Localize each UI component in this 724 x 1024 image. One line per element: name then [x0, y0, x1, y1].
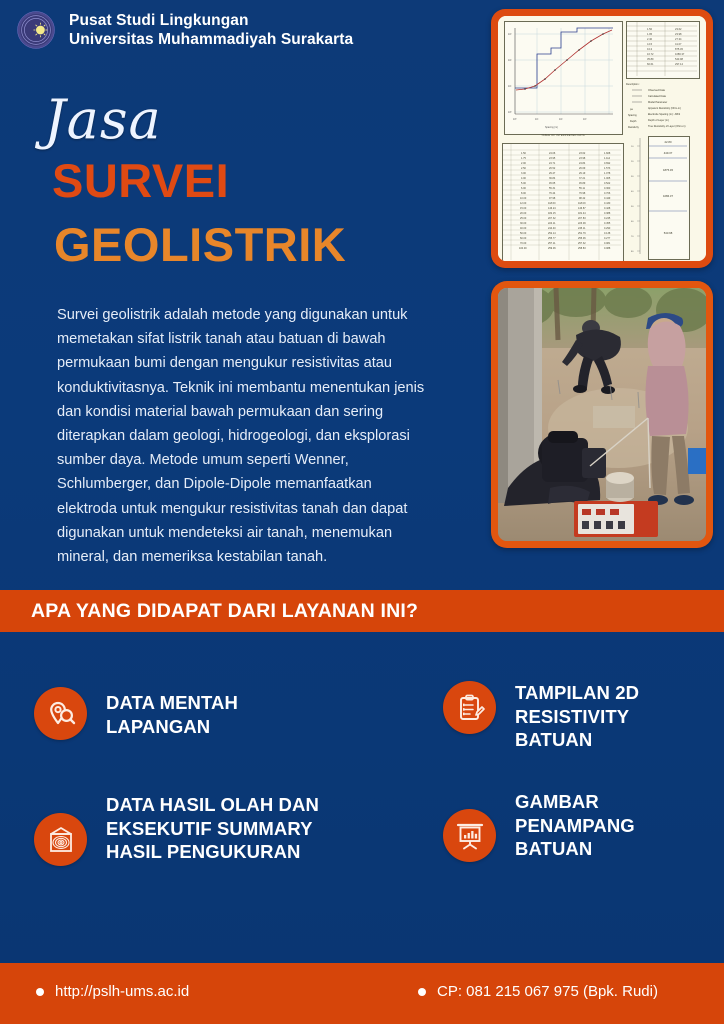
- svg-text:0.522: 0.522: [604, 182, 611, 185]
- chart-report-image: [498, 16, 706, 261]
- svg-text:10²: 10²: [508, 59, 512, 62]
- svg-text:Depth of Layer (m): Depth of Layer (m): [648, 119, 669, 122]
- svg-text:207.83: 207.83: [578, 217, 586, 220]
- poster-title-line2: GEOLISTRIK: [54, 218, 347, 271]
- org-name-line1: Pusat Studi Lingkungan: [69, 12, 249, 29]
- svg-text:24.84: 24.84: [579, 162, 586, 165]
- svg-text:0.088: 0.088: [604, 247, 611, 250]
- svg-text:5.00: 5.00: [521, 182, 526, 185]
- svg-text:40.00: 40.00: [520, 227, 527, 230]
- svg-text:224.11: 224.11: [548, 222, 556, 225]
- field-photo-card: [491, 281, 713, 548]
- svg-text:255.06: 255.06: [578, 237, 586, 240]
- svg-text:1.573: 1.573: [604, 167, 611, 170]
- svg-text:0.081: 0.081: [604, 242, 611, 245]
- svg-text:0.138: 0.138: [604, 232, 611, 235]
- svg-text:25.00: 25.00: [520, 217, 527, 220]
- svg-text:Spacing (m): Spacing (m): [545, 126, 558, 129]
- resistivity-log-column: [648, 136, 690, 260]
- section-banner: [0, 590, 724, 632]
- benefit-label-line2: PENAMPANG: [515, 814, 635, 836]
- svg-text:4.00: 4.00: [521, 177, 526, 180]
- svg-text:245.11: 245.11: [578, 227, 586, 230]
- svg-text:35.89: 35.89: [647, 58, 654, 61]
- benefit-label-line2: RESISTIVITY: [515, 705, 630, 727]
- svg-text:1875.45: 1875.45: [662, 168, 674, 172]
- svg-text:22.80: 22.80: [664, 140, 672, 144]
- svg-text:40: 40: [631, 191, 634, 193]
- svg-text:30.00: 30.00: [520, 222, 527, 225]
- svg-text:258.83: 258.83: [578, 247, 586, 250]
- benefit-item-processed-data: [34, 793, 414, 866]
- svg-text:10: 10: [631, 146, 634, 148]
- svg-text:6.00: 6.00: [521, 187, 526, 190]
- svg-text:0.706: 0.706: [604, 192, 611, 195]
- svg-text:252.14: 252.14: [548, 232, 556, 235]
- svg-text:118.60: 118.60: [548, 202, 556, 205]
- svg-text:12.00: 12.00: [520, 202, 527, 205]
- depth-axis: [631, 136, 643, 258]
- svg-text:98.42: 98.42: [579, 197, 586, 200]
- bullet-icon: [36, 988, 44, 996]
- svg-text:55.31: 55.31: [549, 187, 556, 190]
- org-name-line2: Universitas Muhammadiyah Surakarta: [69, 31, 354, 48]
- svg-text:257.11: 257.11: [548, 242, 556, 245]
- svg-text:449.37: 449.37: [663, 151, 673, 155]
- ums-logo-icon: [14, 8, 58, 52]
- svg-text:37.21: 37.21: [579, 177, 586, 180]
- svg-text:1.114: 1.114: [604, 157, 611, 160]
- svg-text:1.95: 1.95: [647, 33, 653, 36]
- svg-text:26.52: 26.52: [549, 167, 556, 170]
- benefit-label-line1: DATA HASIL OLAH DAN: [106, 794, 319, 815]
- svg-text:Observed Data: Observed Data: [648, 89, 665, 92]
- svg-text:181.44: 181.44: [578, 212, 586, 215]
- svg-text:0.692: 0.692: [604, 162, 611, 165]
- svg-text:297.14: 297.14: [675, 63, 683, 66]
- intro-paragraph: Survei geolistrik adalah metode yang digunakan untuk memetakan sifat listrik tanah atau batuan di bawah permukaan bumi dengan mengukur resistivitas atau konduktivitasnya. Teknik ini membantu menentukan jenis dan kondisi material bawah permukaan dan sering diterapkan dalam geologi, hidrogeologi, dan eksplorasi sumber daya. Metode umum seperti Wenner, Schlumberger, dan Dipole-Dipole memanfaatkan elektroda untuk mengukur resistivitas tanah dan dapat digunakan untuk mendeteksi air tanah, menemukan mineral, dan memeriksa kestabilan tanah.: [57, 307, 425, 566]
- website-url[interactable]: http://pslh-ums.ac.id: [55, 983, 190, 1000]
- svg-text:207.32: 207.32: [548, 217, 556, 220]
- svg-text:100.00: 100.00: [519, 247, 527, 250]
- svg-text:1.50: 1.50: [647, 28, 653, 31]
- svg-text:20: 20: [631, 161, 634, 163]
- svg-text:0.290: 0.290: [604, 227, 611, 230]
- benefit-item-2d-resistivity: [443, 681, 713, 752]
- svg-text:30: 30: [631, 176, 634, 178]
- script-heading: Jasa: [44, 88, 162, 151]
- svg-text:1.50: 1.50: [521, 152, 526, 155]
- benefit-label-line1: GAMBAR: [515, 791, 599, 812]
- svg-text:55.11: 55.11: [579, 187, 586, 190]
- svg-text:10.00: 10.00: [520, 197, 527, 200]
- svg-text:182.15: 182.15: [548, 212, 556, 215]
- svg-text:ρa: ρa: [630, 108, 633, 111]
- svg-text:0.428: 0.428: [604, 207, 611, 210]
- svg-text:543.98: 543.98: [663, 231, 673, 235]
- sounding-curve-plot: [504, 21, 623, 135]
- svg-text:1.005: 1.005: [604, 177, 611, 180]
- table-caption: TABLE OF INTERPRETED DATA: [541, 134, 585, 137]
- svg-text:Description :: Description :: [626, 83, 640, 86]
- benefit-label-line3: HASIL PENGUKURAN: [106, 841, 301, 862]
- svg-text:10⁰: 10⁰: [508, 111, 512, 114]
- summary-table: [626, 21, 700, 79]
- benefit-label: [106, 691, 238, 738]
- svg-text:1.75: 1.75: [521, 157, 526, 160]
- svg-text:8.00: 8.00: [521, 192, 526, 195]
- svg-text:0.455: 0.455: [604, 222, 611, 225]
- svg-text:97.98: 97.98: [549, 197, 556, 200]
- svg-text:50.00: 50.00: [520, 232, 527, 235]
- svg-text:60.61: 60.61: [647, 63, 654, 66]
- svg-text:True Resistivity of Layer (Ohm: True Resistivity of Layer (Ohm-m): [648, 125, 686, 128]
- svg-text:Depth: Depth: [630, 120, 637, 123]
- svg-text:27.34: 27.34: [675, 38, 682, 41]
- benefit-label-line1: TAMPILAN 2D: [515, 682, 640, 703]
- svg-text:Model Parameter: Model Parameter: [648, 101, 668, 104]
- svg-text:1.828: 1.828: [604, 152, 611, 155]
- svg-text:10¹: 10¹: [508, 85, 512, 88]
- section-banner-title: APA YANG DIDAPAT DARI LAYANAN INI?: [31, 599, 419, 622]
- svg-text:16.72: 16.72: [647, 53, 654, 56]
- svg-text:Resistivity: Resistivity: [628, 126, 639, 129]
- clipboard-pencil-icon: [443, 681, 496, 734]
- svg-text:76.98: 76.98: [579, 192, 586, 195]
- svg-text:36.84: 36.84: [549, 177, 556, 180]
- svg-text:0.449: 0.449: [604, 197, 611, 200]
- svg-text:244.40: 244.40: [548, 227, 556, 230]
- svg-text:259.06: 259.06: [548, 247, 556, 250]
- svg-text:10¹: 10¹: [535, 118, 539, 121]
- svg-text:24.06: 24.06: [549, 152, 556, 155]
- contact-phone[interactable]: CP: 081 215 067 975 (Bpk. Rudi): [437, 983, 658, 1000]
- svg-text:60: 60: [631, 221, 634, 223]
- benefit-label: [515, 681, 639, 752]
- svg-text:0.277: 0.277: [604, 237, 611, 240]
- svg-text:257.32: 257.32: [578, 242, 586, 245]
- svg-text:Spacing: Spacing: [628, 114, 637, 117]
- svg-text:10³: 10³: [583, 118, 587, 121]
- svg-text:10⁰: 10⁰: [513, 118, 517, 121]
- svg-text:45.65: 45.65: [549, 182, 556, 185]
- interpreted-data-table: [502, 143, 624, 261]
- svg-text:875.45: 875.45: [675, 48, 683, 51]
- svg-text:251.79: 251.79: [578, 232, 586, 235]
- svg-text:4.15: 4.15: [647, 43, 653, 46]
- svg-text:0.430: 0.430: [604, 202, 611, 205]
- chart-report-card: [491, 9, 713, 268]
- svg-text:Electrode Spacing (m) : AB/2: Electrode Spacing (m) : AB/2: [648, 113, 681, 116]
- svg-text:1.078: 1.078: [604, 172, 611, 175]
- benefit-label-line2: LAPANGAN: [106, 715, 211, 737]
- benefit-label: [106, 793, 319, 864]
- chart-legend: [626, 80, 698, 132]
- svg-text:76.44: 76.44: [549, 192, 556, 195]
- svg-text:1086.37: 1086.37: [675, 53, 685, 56]
- benefit-label-line3: BATUAN: [515, 729, 593, 750]
- location-pin-search-icon: [34, 687, 87, 740]
- svg-text:543.98: 543.98: [675, 58, 683, 61]
- svg-text:23.62: 23.62: [579, 152, 586, 155]
- svg-text:Calculated Data: Calculated Data: [648, 95, 666, 98]
- presentation-chart-icon: [443, 809, 496, 862]
- svg-text:15.00: 15.00: [520, 207, 527, 210]
- svg-text:9.13: 9.13: [647, 48, 653, 51]
- svg-text:45.89: 45.89: [579, 182, 586, 185]
- svg-text:29.47: 29.47: [549, 172, 556, 175]
- svg-text:70.00: 70.00: [520, 242, 527, 245]
- benefit-label: [515, 790, 635, 861]
- svg-text:10³: 10³: [508, 33, 512, 36]
- svg-text:3.00: 3.00: [521, 172, 526, 175]
- poster-title-line1: SURVEI: [52, 154, 230, 207]
- contour-map-icon: [34, 813, 87, 866]
- svg-text:60.00: 60.00: [520, 237, 527, 240]
- svg-text:23.98: 23.98: [579, 157, 586, 160]
- svg-text:10²: 10²: [559, 118, 563, 121]
- bullet-icon: [418, 988, 426, 996]
- svg-text:26.69: 26.69: [579, 167, 586, 170]
- poster-header: [14, 8, 353, 52]
- svg-text:23.62: 23.62: [675, 28, 682, 31]
- org-name: [69, 11, 353, 49]
- svg-text:70: 70: [631, 236, 634, 238]
- benefits-list: [0, 665, 724, 915]
- svg-text:0.245: 0.245: [604, 217, 611, 220]
- svg-text:20.00: 20.00: [520, 212, 527, 215]
- svg-text:2.00: 2.00: [521, 162, 526, 165]
- benefit-label-line2: EKSEKUTIF SUMMARY: [106, 817, 313, 839]
- footer-contact[interactable]: [418, 983, 658, 1000]
- poster-footer: [0, 963, 724, 1024]
- svg-text:Apparent Resistivity (Ohm-m): Apparent Resistivity (Ohm-m): [648, 107, 681, 110]
- svg-text:41.07: 41.07: [675, 43, 682, 46]
- svg-text:50: 50: [631, 206, 634, 208]
- svg-text:80: 80: [631, 251, 634, 253]
- svg-text:255.77: 255.77: [548, 237, 556, 240]
- svg-text:118.09: 118.09: [578, 202, 586, 205]
- svg-text:29.19: 29.19: [579, 172, 586, 175]
- benefit-item-raw-field-data: [34, 687, 364, 740]
- svg-text:146.87: 146.87: [578, 207, 586, 210]
- field-photo-image: [498, 288, 706, 541]
- svg-text:146.24: 146.24: [548, 207, 556, 210]
- svg-text:24.71: 24.71: [549, 162, 556, 165]
- benefit-item-cross-section: [443, 790, 713, 862]
- svg-text:223.09: 223.09: [578, 222, 586, 225]
- svg-text:2.50: 2.50: [521, 167, 526, 170]
- benefit-label-line3: BATUAN: [515, 838, 593, 859]
- svg-text:2.40: 2.40: [647, 38, 653, 41]
- svg-text:23.95: 23.95: [549, 157, 556, 160]
- footer-website[interactable]: [36, 983, 189, 1000]
- svg-text:1086.37: 1086.37: [662, 194, 674, 198]
- benefit-label-line1: DATA MENTAH: [106, 692, 238, 713]
- svg-text:23.98: 23.98: [675, 33, 682, 36]
- svg-text:0.360: 0.360: [604, 187, 611, 190]
- svg-text:0.388: 0.388: [604, 212, 611, 215]
